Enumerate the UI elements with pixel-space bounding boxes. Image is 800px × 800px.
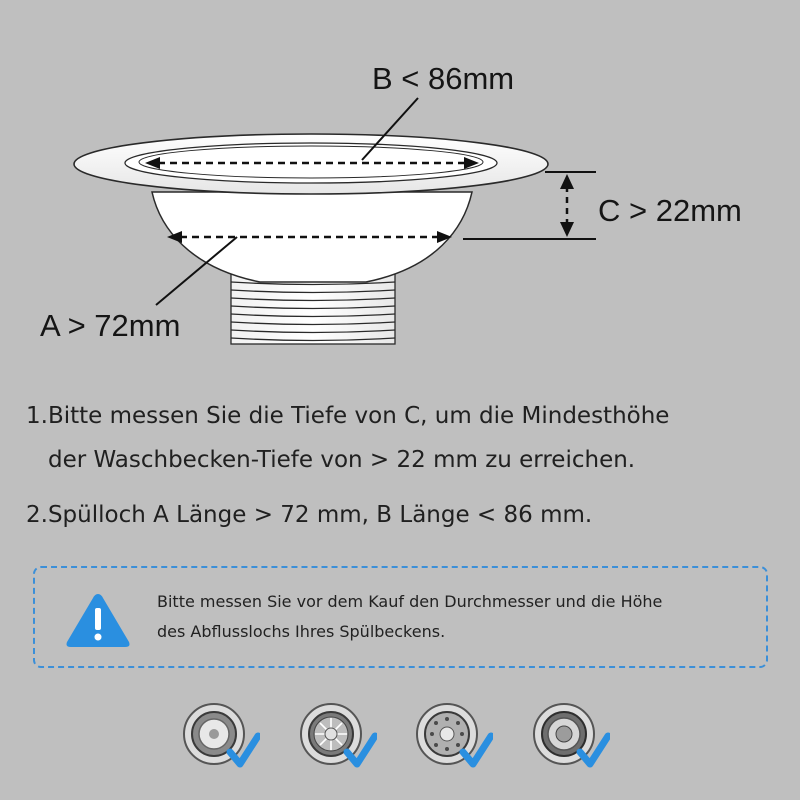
label-b: B < 86mm: [372, 61, 515, 96]
label-a: A > 72mm: [40, 308, 181, 343]
sink-drain-mesh-strainer-icon: [295, 700, 377, 776]
instruction-2: 2.Spülloch A Länge > 72 mm, B Länge < 86 mm.: [26, 502, 593, 528]
notice-line-1: Bitte messen Sie vor dem Kauf den Durchmesser und die Höhe: [157, 592, 663, 611]
sink-drain-solid-cap-icon: [178, 700, 260, 776]
compatible-drain-thumbnails: [0, 700, 800, 780]
notice-box: [33, 566, 768, 668]
drain-flange-inner: [125, 143, 497, 183]
instruction-1: [26, 394, 786, 482]
notice-line-2: des Abflusslochs Ihres Spülbeckens.: [157, 622, 446, 641]
warning-triangle-icon: [63, 590, 133, 650]
drain-dimension-diagram: [0, 0, 800, 380]
notice-text: [157, 587, 757, 647]
label-c: C > 22mm: [598, 193, 742, 228]
instruction-1-line-2: der Waschbecken-Tiefe von > 22 mm zu erreichen.: [48, 447, 636, 473]
instruction-1-line-1: 1.Bitte messen Sie die Tiefe von C, um die Mindesthöhe: [26, 403, 670, 429]
sink-drain-perforated-cap-icon: [411, 700, 493, 776]
sink-drain-ring-cap-icon: [528, 700, 610, 776]
